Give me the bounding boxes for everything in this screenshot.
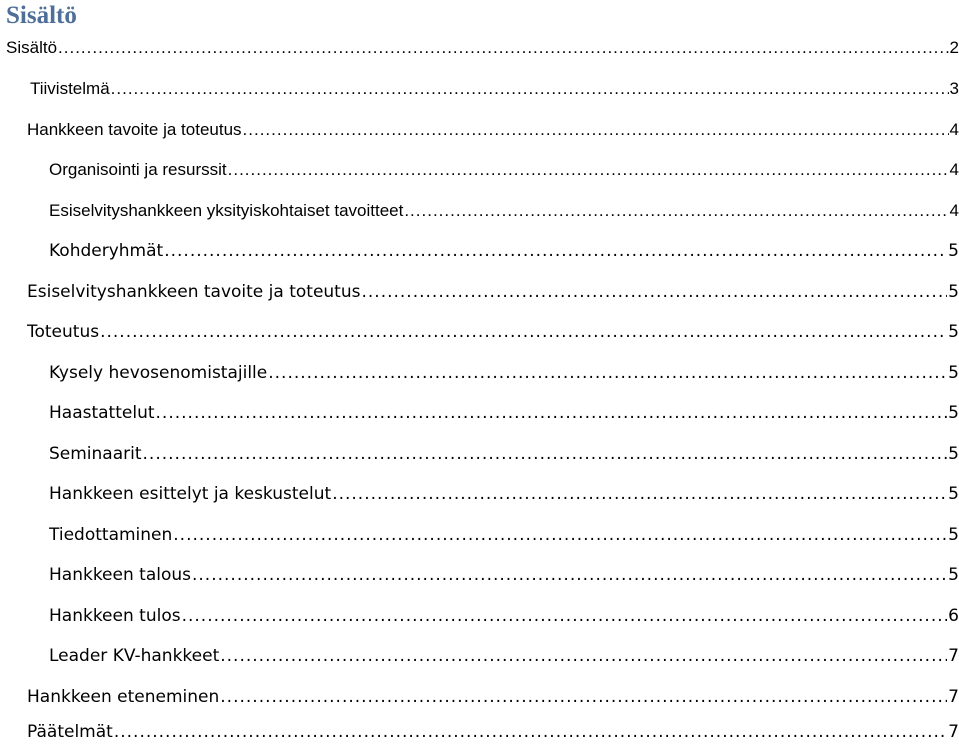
toc-page-number: 3 (949, 79, 959, 98)
toc-entry-esiselvitys-tavoite[interactable] (27, 279, 959, 305)
toc-leader (114, 719, 947, 745)
toc-entry-label: Hankkeen eteneminen (27, 687, 220, 707)
toc-page-number: 5 (948, 241, 959, 261)
toc-leader (404, 198, 948, 224)
toc-heading: Sisältö (6, 2, 77, 29)
toc-entry-kohderyhmat[interactable] (49, 238, 959, 264)
toc-page-number: 4 (949, 120, 959, 139)
toc-entry-label: Toteutus (27, 322, 100, 342)
toc-page-number: 6 (948, 606, 959, 626)
toc-page-number: 5 (948, 565, 959, 585)
toc-entry-label: Esiselvityshankkeen tavoite ja toteutus (27, 282, 361, 302)
toc-entry-label: Esiselvityshankkeen yksityiskohtaiset tavoitteet (49, 201, 404, 220)
toc-entry-tiivistelma[interactable] (30, 76, 959, 102)
toc-leader (111, 76, 949, 102)
toc-entry-label: Kysely hevosenomistajille (49, 363, 268, 383)
toc-leader (220, 684, 947, 710)
toc-page-number: 4 (949, 201, 959, 220)
toc-leader (243, 117, 949, 143)
toc-leader (361, 279, 947, 305)
toc-entry-label: Tiedottaminen (49, 525, 173, 545)
toc-leader (332, 481, 947, 507)
toc-leader (100, 319, 947, 345)
toc-entry-label: Kohderyhmät (49, 241, 164, 261)
toc-entry-label: Hankkeen talous (49, 565, 191, 585)
toc-entry-hankkeen-tavoite[interactable] (27, 117, 959, 143)
toc-leader (220, 643, 947, 669)
toc-page-number: 7 (948, 722, 959, 742)
toc-leader (268, 360, 947, 386)
toc-entry-leader-kv[interactable] (49, 643, 959, 669)
toc-page-number: 5 (948, 403, 959, 423)
toc-entry-yksityiskohtaiset-tavoitteet[interactable] (49, 198, 959, 224)
toc-leader (164, 238, 947, 264)
toc-page-number: 5 (948, 363, 959, 383)
toc-leader (58, 35, 949, 61)
toc-entry-label: Hankkeen tulos (49, 606, 181, 626)
toc-page-number: 5 (948, 322, 959, 342)
toc-page-number: 4 (949, 160, 959, 179)
toc-leader (192, 562, 947, 588)
toc-entry-label: Sisältö (6, 38, 58, 57)
toc-entry-label: Hankkeen esittelyt ja keskustelut (49, 484, 332, 504)
toc-entry-organisointi[interactable] (49, 157, 959, 183)
toc-entry-paatelmat[interactable] (27, 719, 959, 745)
toc-page-number: 7 (948, 687, 959, 707)
toc-page-number: 5 (948, 484, 959, 504)
toc-page-number: 2 (949, 38, 959, 57)
toc-page-number: 5 (948, 525, 959, 545)
toc-leader (156, 400, 948, 426)
toc-entry-talous[interactable] (49, 562, 959, 588)
toc-page-number: 5 (948, 444, 959, 464)
toc-page-number: 5 (948, 282, 959, 302)
toc-entry-label: Leader KV-hankkeet (49, 646, 220, 666)
toc-leader (182, 603, 948, 629)
toc-entry-haastattelut[interactable] (49, 400, 959, 426)
toc-entry-label: Haastattelut (49, 403, 155, 423)
toc-leader (228, 157, 949, 183)
toc-entry-label: Päätelmät (27, 722, 113, 742)
toc-entry-sisalto[interactable] (6, 35, 959, 61)
toc-entry-seminaarit[interactable] (49, 441, 959, 467)
toc-entry-toteutus[interactable] (27, 319, 959, 345)
toc-leader (173, 522, 947, 548)
toc-entry-eteneminen[interactable] (27, 684, 959, 710)
toc-entry-tiedottaminen[interactable] (49, 522, 959, 548)
toc-entry-label: Hankkeen tavoite ja toteutus (27, 120, 242, 139)
toc-entry-label: Tiivistelmä (30, 79, 110, 98)
toc-entry-esittelyt[interactable] (49, 481, 959, 507)
toc-entry-tulos[interactable] (49, 603, 959, 629)
toc-entry-kysely[interactable] (49, 360, 959, 386)
toc-page-number: 7 (948, 646, 959, 666)
toc-leader (143, 441, 948, 467)
toc-entry-label: Seminaarit (49, 444, 142, 464)
toc-entry-label: Organisointi ja resurssit (49, 160, 227, 179)
